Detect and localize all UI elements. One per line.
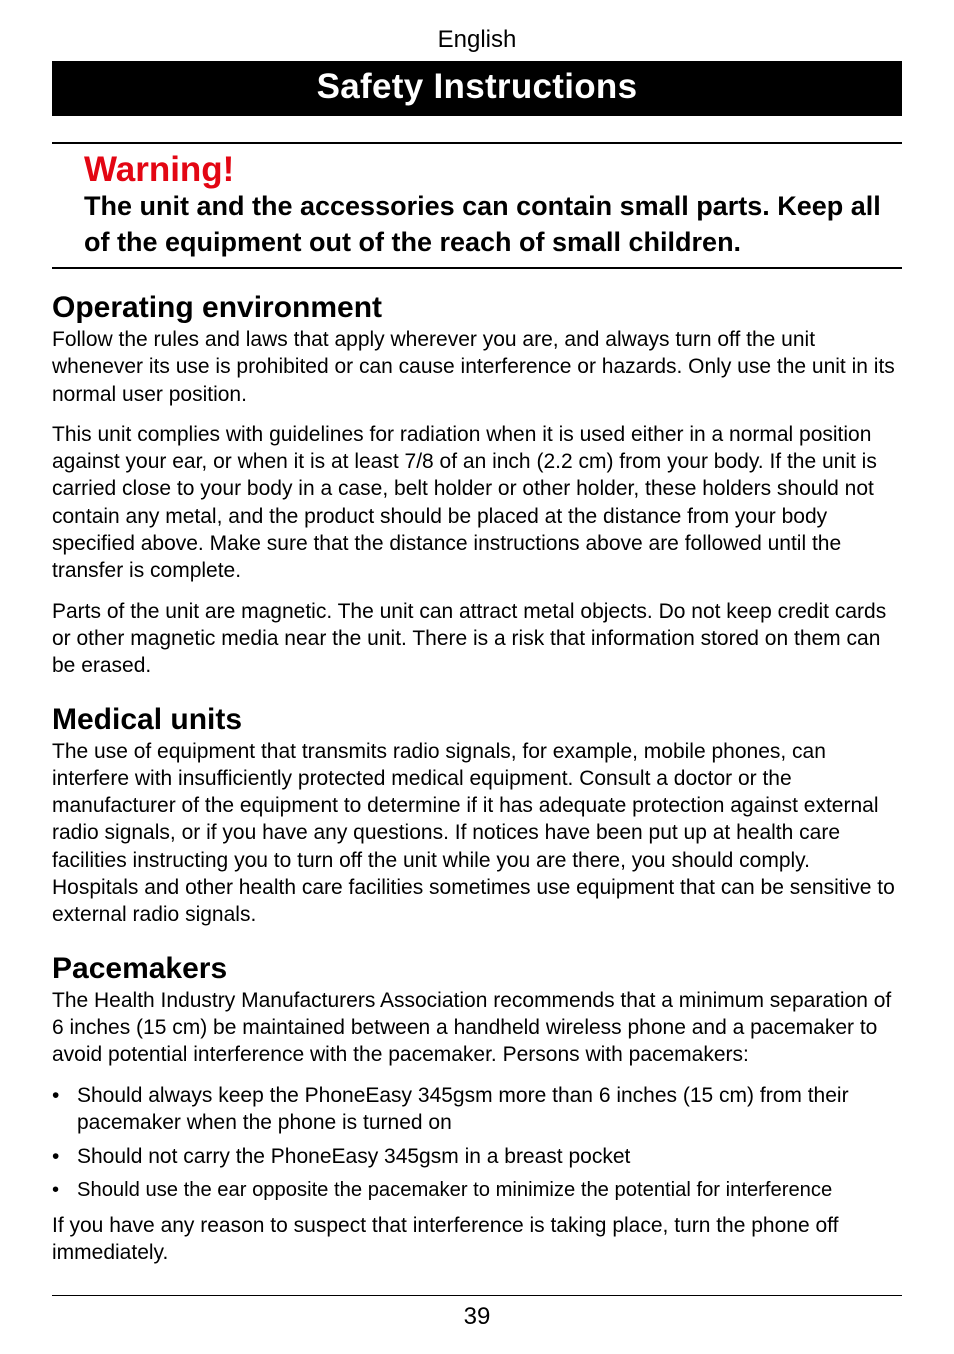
paragraph: If you have any reason to suspect that interference is taking place, turn the phone off immediately. [52, 1213, 839, 1265]
warning-text: The unit and the accessories can contain small parts. Keep all of the equipment out of the reach of small children. [84, 191, 881, 257]
paragraph: Follow the rules and laws that apply wherever you are, and always turn off the unit whenever its use is prohibited or can cause interference or hazards. Only use the unit in its normal user position. [52, 328, 895, 406]
paragraph: Parts of the unit are magnetic. The unit can attract metal objects. Do not keep credit cards or other magnetic media near the unit. There is a risk that information stored on them can be erased. [52, 599, 887, 678]
section-heading: Pacemakers [52, 951, 228, 985]
page-number: 39 [463, 1303, 491, 1330]
paragraph: The Health Industry Manufacturers Association recommends that a minimum separation of 6 inches (15 cm) be maintained between a handheld wireless phone and a pacemaker to avoid potential interference with the pacemaker. Persons with pacemakers: [52, 988, 892, 1067]
warning-title: Warning! [84, 150, 235, 189]
bullet-list [52, 1082, 902, 1205]
paragraph: This unit complies with guidelines for radiation when it is used either in a normal position against your ear, or when it is at least 7/8 of an inch (2.2 cm) from your body. If the unit is carried close to your body in a case, belt holder or other holder, these holders should not contain any metal, and the product should be placed at the distance from your body specified above. Make sure that the distance instructions above are followed until the transfer is complete. [52, 422, 877, 583]
list-item: • Should not carry the PhoneEasy 345gsm in a breast pocket [52, 1143, 902, 1170]
warning-box [52, 142, 902, 269]
language-label: English [437, 26, 517, 53]
list-item: • Should always keep the PhoneEasy 345gsm more than 6 inches (15 cm) from their pacemaker when the phone is turned on [52, 1082, 902, 1137]
section-pacemakers [52, 951, 902, 1267]
main-content [52, 290, 902, 1279]
page-title: Safety Instructions [52, 61, 902, 116]
list-item: • Should use the ear opposite the pacemaker to minimize the potential for interference [52, 1177, 902, 1204]
section-operating-environment [52, 290, 902, 680]
footer-divider [52, 1295, 902, 1296]
section-heading: Medical units [52, 702, 243, 736]
section-heading: Operating environment [52, 291, 383, 324]
section-medical-units [52, 702, 902, 929]
paragraph: The use of equipment that transmits radio signals, for example, mobile phones, can interfere with insufficiently protected medical equipment. Consult a doctor or the manufacturer of the equipment to determine if it has adequate protection against external radio signals, or if you have any questions. If notices have been put up at health care facilities instructing you to turn off the unit while you are there, you should comply. Hospitals and other health care facilities sometimes use equipment that can be sensitive to external radio signals. [52, 739, 895, 927]
